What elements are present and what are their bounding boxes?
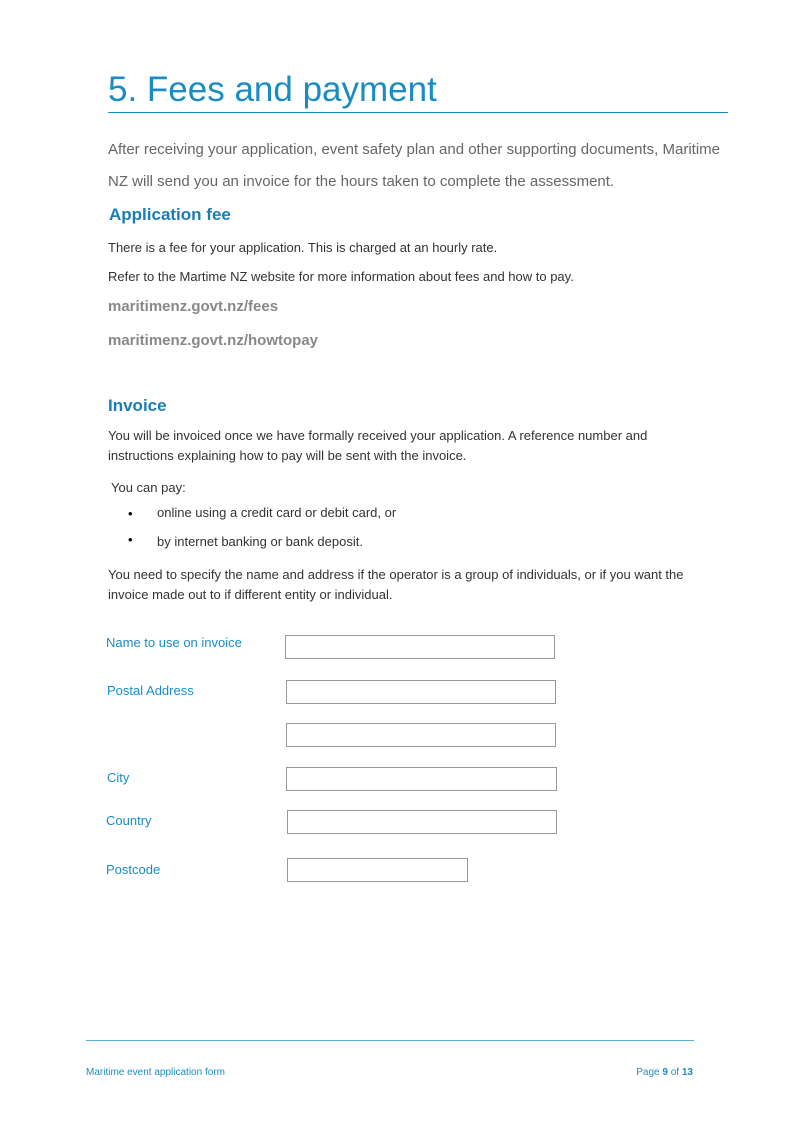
- postal-address-input-2[interactable]: [286, 723, 556, 747]
- fee-refer-text: Refer to the Martime NZ website for more information about fees and how to pay.: [108, 269, 574, 284]
- application-fee-heading: Application fee: [109, 205, 231, 224]
- bullet-icon: •: [128, 506, 133, 521]
- country-label: Country: [106, 813, 152, 828]
- country-input[interactable]: [287, 810, 557, 834]
- bullet-item: by internet banking or bank deposit.: [157, 534, 363, 549]
- postcode-label: Postcode: [106, 862, 161, 877]
- total-pages: 13: [681, 1067, 693, 1078]
- specify-text: You need to specify the name and address if the operator is a group of individuals, or if you want the invoice made out to if different entity or individual.: [108, 567, 684, 602]
- bullet-item: online using a credit card or debit card, or: [157, 505, 397, 520]
- name-label: Name to use on invoice: [106, 635, 242, 650]
- footer-divider: [86, 1040, 694, 1041]
- intro-text: After receiving your application, event safety plan and other supporting documents, Maritime NZ will send you an invoice for the hours taken to complete the assessment.: [108, 141, 720, 190]
- current-page: 9: [662, 1067, 668, 1078]
- howtopay-link[interactable]: maritimenz.govt.nz/howtopay: [108, 332, 319, 349]
- bullet-icon: •: [128, 532, 133, 547]
- page-title: 5. Fees and payment: [108, 70, 437, 109]
- of-text: of: [670, 1067, 680, 1078]
- postal-address-input-1[interactable]: [286, 680, 556, 704]
- city-input[interactable]: [286, 767, 557, 791]
- postal-label: Postal Address: [107, 683, 194, 698]
- postcode-input[interactable]: [287, 858, 468, 882]
- fee-text: There is a fee for your application. This is charged at an hourly rate.: [108, 240, 498, 255]
- you-can-pay: You can pay:: [111, 480, 186, 495]
- fees-link[interactable]: maritimenz.govt.nz/fees: [108, 298, 279, 315]
- name-input[interactable]: [285, 635, 555, 659]
- invoice-heading: Invoice: [108, 396, 167, 415]
- page-prefix: Page: [636, 1067, 660, 1078]
- footer-title: Maritime event application form: [86, 1067, 225, 1078]
- title-divider: [108, 112, 728, 113]
- city-label: City: [107, 770, 130, 785]
- invoice-text: You will be invoiced once we have formally received your application. A reference number and instructions explaining how to pay will be sent with the invoice.: [108, 428, 648, 463]
- page-number: [636, 1067, 693, 1078]
